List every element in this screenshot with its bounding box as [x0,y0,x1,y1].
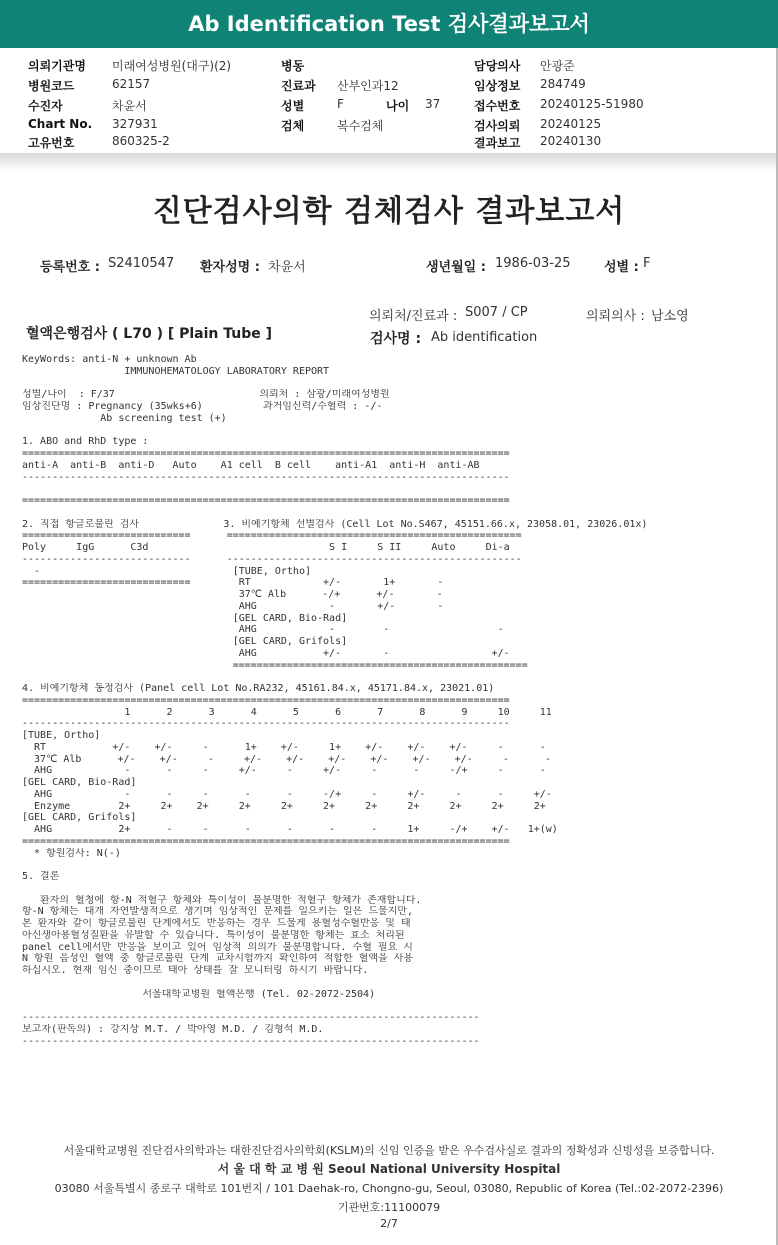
header-value-sex: F [337,97,344,111]
header-label-requester: 의뢰기관명 [28,59,86,73]
ref-doctor-value: 남소영 [651,309,689,324]
header-value-specimen: 복수검체 [337,119,384,133]
patient-name-value: 차윤서 [268,260,306,275]
report-line: 4. 비예기항체 동정검사 (Panel cell Lot No.RA232, 45161.84.x, 45171.84.x, 23021.01) [22,683,495,694]
header-label-unique-no: 고유번호 [28,136,75,150]
header-value-age: 37 [425,97,441,111]
header-value-requester: 미래여성병원(대구)(2) [112,59,232,73]
report-line: ================================================================================= [22,694,510,706]
report-line: ============================ ================================================= [22,530,522,542]
header-value-clinical-info: 284749 [540,77,586,91]
header-label-request-date: 검사의뢰 [474,119,521,133]
header-label-patient: 수진자 [28,99,63,113]
report-line: AHG 2+ - - - - - - 1+ -/+ +/- 1+(w) [22,824,558,835]
report-line: IMMUNOHEMATOLOGY LABORATORY REPORT [22,365,330,377]
report-line: ---------------------------- ------------------------------------------------- [22,553,522,565]
report-line: Enzyme 2+ 2+ 2+ 2+ 2+ 2+ 2+ 2+ 2+ 2+ 2+ [22,800,546,812]
header-label-doctor: 담당의사 [474,59,521,73]
page-number: 2/7 [380,1217,398,1230]
reg-no-value: S2410547 [108,256,175,271]
report-line: ---------------------------------------------------------------------------- [22,1012,480,1023]
header-value-patient: 차윤서 [112,99,147,113]
report-line: ============================ RT +/- 1+ - [22,577,444,589]
report-line: 2. 직접 항글로불린 검사 3. 비예기항체 선별검사 (Cell Lot No.S467, 45151.66.x, 23058.01, 23026.01x) [22,518,648,530]
report-line: panel cell에서만 반응을 보이고 있어 임상적 의의가 불분명합니다. 수혈 필요 시 [22,941,413,953]
report-line: Poly IgG C3d S I S II Auto Di-a [22,542,510,553]
report-line: 하십시오. 현재 임신 중이므로 태아 상태를 잘 모니터링 하시기 바랍니다. [22,965,369,976]
section-title: 혈액은행검사 ( L70 ) [ Plain Tube ] [26,326,273,342]
header-label-sex: 성별 [281,99,305,113]
report-line: 서울대학교병원 혈액은행 (Tel. 02-2072-2504) [22,988,376,1000]
report-line: ================================================= [22,659,528,671]
header-value-report-date: 20240130 [540,134,602,148]
report-line: [GEL CARD, Grifols] [22,812,137,824]
dept-label: 의뢰처/진료과 : [369,309,458,324]
report-line: 37℃ Alb +/- +/- - +/- +/- +/- +/- +/- +/- - - [22,753,551,765]
header-value-receipt-no: 20240125-51980 [540,97,644,111]
header-label-report-date: 결과보고 [474,136,521,150]
report-line: 5. 결론 [22,871,60,882]
report-line: * 항원검사: N(-) [22,847,121,859]
report-line: anti-A anti-B anti-D Auto A1 cell B cell anti-A1 anti-H anti-AB [22,459,480,471]
header-value-chart-no: 327931 [112,117,158,131]
header-label-specimen: 검체 [281,119,305,133]
report-line: KeyWords: anti-N + unknown Ab [22,354,197,365]
patient-name-label: 환자성명 : [200,260,260,275]
report-line: 환자의 혈청에 항-N 적혈구 항체와 특이성이 불분명한 적혈구 항체가 존재합니다. [22,894,422,906]
report-line: ================================================================================= [22,495,510,506]
report-line: - [TUBE, Ortho] [22,565,311,577]
certification-text: 서울대학교병원 진단검사의학과는 대한진단검사의학회(KSLM)의 신임 인증을 받은 우수검사실로 결과의 정확성과 신빙성을 보증합니다. [63,1144,715,1157]
institution-number: 기관번호:11100079 [337,1201,441,1214]
report-line: AHG - - - - - -/+ - +/- - - +/- [22,788,552,800]
header-label-department: 진료과 [281,79,316,93]
report-line: 항-N 항체는 대개 자연발생적으로 생기며 임상적인 문제를 일으키는 일은 드물지만, [22,906,414,918]
test-name-value: Ab identification [431,330,538,345]
reg-no-label: 등록번호 : [40,260,100,275]
sex-label: 성별 : [604,260,639,275]
ref-doctor-label: 의뢰의사 : [586,309,645,324]
hospital-address: 03080 서울특별시 종로구 대학로 101번지 / 101 Daehak-ro, Chongno-gu, Seoul, 03080, Republic of Korea (Tel.:02-2072-2396) [54,1182,724,1195]
test-name-label: 검사명 : [370,331,422,347]
header-label-ward: 병동 [281,59,305,73]
header-label-chart-no: Chart No. [28,117,93,131]
dept-value: S007 / CP [465,305,528,320]
report-line: Ab screening test (+) [22,412,227,424]
header-value-request-date: 20240125 [540,117,602,131]
report-title: 진단검사의학 검체검사 결과보고서 [152,194,626,229]
report-line: [GEL CARD, Bio-Rad] [22,612,348,624]
report-banner: Ab Identification Test 검사결과보고서 [0,0,778,48]
dob-value: 1986-03-25 [495,256,571,271]
report-line: --------------------------------------------------------------------------------- [22,471,510,483]
report-line: N 항원 음성인 혈액 중 항글로불린 단계 교차시험까지 확인하여 적합한 혈액을 사용 [22,953,414,965]
report-line: AHG - - - +/- - +/- - - -/+ - - [22,765,546,777]
report-line: ================================================================================= [22,448,510,459]
report-line: 아신생아용혈성질환을 유발할 수 있습니다. 특이성이 불분명한 항체는 효소 처리된 [22,929,405,941]
report-line: [TUBE, Ortho] [22,730,101,741]
report-line: RT +/- +/- - 1+ +/- 1+ +/- +/- +/- - - [22,741,546,753]
report-line: ---------------------------------------------------------------------------- [22,1035,480,1047]
header-label-receipt-no: 접수번호 [474,99,521,113]
hospital-name: 서 울 대 학 교 병 원 Seoul National University Hospital [217,1162,561,1176]
report-line: 임상진단명 : Pregnancy (35wks+6) 과거임신력/수혈력 : -/- [22,401,383,412]
report-line: 성별/나이 : F/37 의뢰처 : 삼광/미래여성병원 [22,389,390,401]
header-label-clinical-info: 임상정보 [474,79,521,93]
header-value-department: 산부인과12 [337,79,399,93]
report-line: AHG - +/- - [22,600,444,612]
header-divider [0,153,778,171]
header-value-hospital-code: 62157 [112,77,151,91]
header-label-age: 나이 [386,99,410,113]
header-value-doctor: 안광준 [540,59,575,73]
sex-value: F [643,256,651,271]
dob-label: 생년월일 : [426,260,486,275]
report-line: --------------------------------------------------------------------------------- [22,718,510,730]
report-line: 37℃ Alb -/+ +/- - [22,589,443,600]
report-line: [GEL CARD, Bio-Rad] [22,777,137,788]
report-line: AHG - - - [22,624,504,636]
header-label-hospital-code: 병원코드 [28,79,75,93]
report-line: 보고자(판독의) : 강지상 M.T. / 박아영 M.D. / 김형석 M.D. [22,1023,324,1035]
report-line: AHG +/- - +/- [22,647,510,659]
header-value-unique-no: 860325-2 [112,134,170,148]
report-line: [GEL CARD, Grifols] [22,636,348,647]
report-line: ================================================================================= [22,835,510,847]
report-line: 1 2 3 4 5 6 7 8 9 10 11 [22,706,552,718]
report-line: 1. ABO and RhD type : [22,436,149,448]
report-line: 본 환자와 같이 항글로불린 단계에서도 반응하는 경우 드물게 용혈성수혈반응 및 태 [22,918,411,929]
